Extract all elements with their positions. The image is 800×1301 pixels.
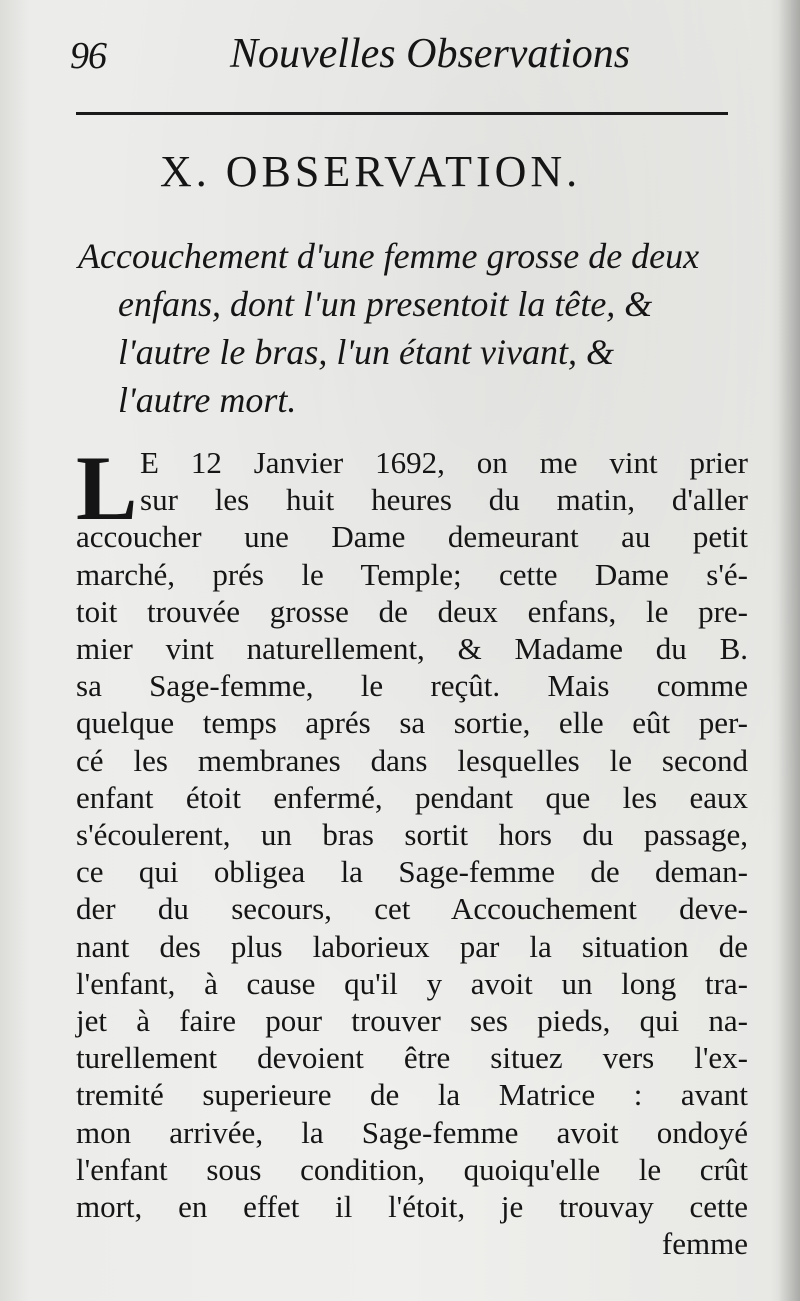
text-line: marché, prés le Temple; cette Dame s'é- (76, 556, 748, 592)
text-line: accoucher une Dame demeurant au petit (76, 519, 748, 555)
running-header (70, 24, 730, 94)
subtitle-line: l'autre mort. (118, 380, 297, 420)
subtitle-line: Accouchement d'une femme grosse de deux (78, 236, 700, 276)
text-line: cé les membranes dans lesquelles le second (76, 742, 748, 778)
text-line: enfant étoit enfermé, pendant que les eaux (76, 779, 748, 815)
text-line: ce qui obligea la Sage-femme de deman- (76, 854, 748, 890)
text-line: l'enfant sous condition, quoiqu'elle le crût (76, 1151, 748, 1187)
subtitle-line: enfans, dont l'un presentoit la tête, & (118, 284, 653, 324)
text-line: mon arrivée, la Sage-femme avoit ondoyé (76, 1114, 748, 1150)
text-line: l'enfant, à cause qu'il y avoit un long tra- (76, 965, 748, 1001)
text-line: toit trouvée grosse de deux enfans, le pre- (76, 593, 748, 629)
subtitle-line: l'autre le bras, l'un étant vivant, & (118, 332, 615, 372)
header-rule (76, 112, 728, 115)
body-paragraph (76, 437, 748, 1262)
text-line: mort, en effet il l'étoit, je trouvay cette (76, 1189, 748, 1225)
drop-cap: L (76, 437, 138, 539)
text-line: mier vint naturellement, & Madame du B. (76, 631, 748, 667)
section-title: X. OBSERVATION. (160, 147, 582, 196)
text-line: s'écoulerent, un bras sortit hors du passage, (76, 817, 748, 853)
text-line: sur les huit heures du matin, d'aller (140, 482, 748, 518)
text-line: sa Sage-femme, le reçût. Mais comme (76, 668, 748, 704)
text-line: turellement devoient être situez vers l'ex- (76, 1040, 748, 1076)
text-line: der du secours, cet Accouchement deve- (76, 891, 748, 927)
catchword: femme (661, 1226, 748, 1262)
page-edge-shadow (778, 0, 800, 1301)
text-line: E 12 Janvier 1692, on me vint prier (140, 445, 748, 480)
text-line: tremité superieure de la Matrice : avant (76, 1077, 748, 1113)
running-title: Nouvelles Observations (230, 31, 631, 77)
text-line: jet à faire pour trouver ses pieds, qui na- (76, 1003, 748, 1039)
page-number: 96 (70, 35, 106, 77)
text-line: nant des plus laborieux par la situation de (76, 928, 748, 964)
text-line: quelque temps aprés sa sortie, elle eût per- (76, 705, 748, 741)
observation-subtitle (78, 232, 738, 424)
